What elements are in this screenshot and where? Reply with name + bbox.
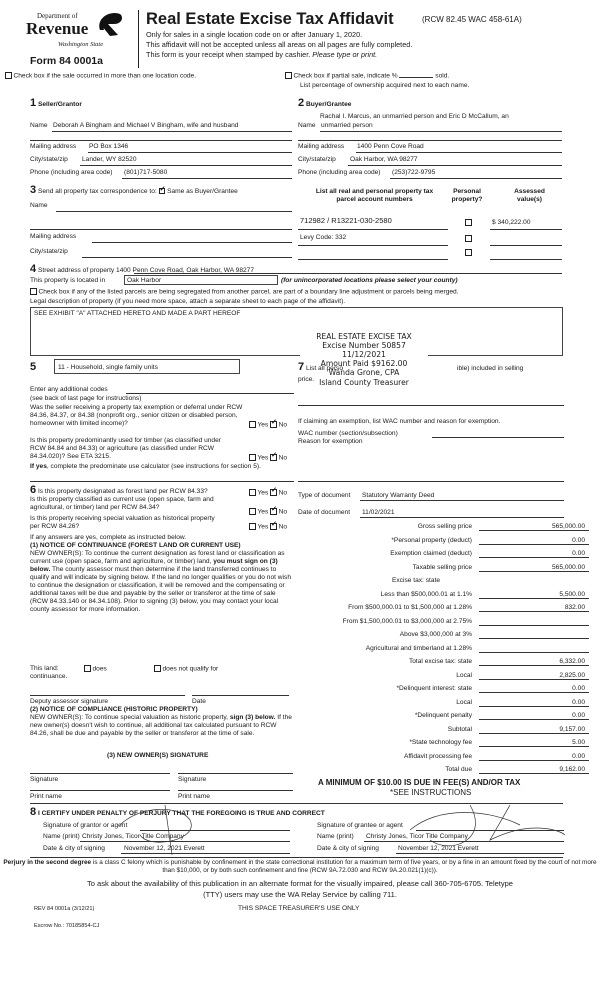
current-use-question: Is this property classified as current use (open space, farm and agricultural, or timber) land per RCW 84.34? <box>30 496 214 512</box>
continuance-text <box>30 550 294 614</box>
no-label: No <box>278 421 288 429</box>
certify-title: I CERTIFY UNDER PENALTY OF PERJURY THAT THE FOREGOING IS TRUE AND CORRECT <box>37 810 325 817</box>
escrow-number: Escrow No.: 70185854-CJ <box>34 923 100 929</box>
buyer-heading <box>298 97 351 110</box>
yes-checkbox[interactable] <box>249 508 256 515</box>
if-yes-text: , complete the predominate use calculator (see instructions for section 5). <box>46 463 261 470</box>
financial-value[interactable]: 0.00 <box>479 685 589 693</box>
buyer-title: Buyer/Grantee <box>305 101 352 108</box>
stamp-line: 11/12/2021 <box>342 350 386 360</box>
seller-mail[interactable]: PO Box 1346 <box>89 143 129 150</box>
financial-row <box>296 591 590 603</box>
financial-row <box>296 564 590 576</box>
financial-value[interactable]: 5.00 <box>479 739 589 747</box>
stamp-line: Amount Paid $9162.00 <box>320 359 408 369</box>
financial-label: From $500,000.01 to $1,500,000 at 1.28% <box>348 604 472 611</box>
parcel-number[interactable]: 712982 / R13221-030-2580 <box>300 216 392 225</box>
land-use-code-select[interactable] <box>54 359 240 374</box>
header-line3b: Please type or print. <box>312 50 378 59</box>
s3-mail-label: Mailing address <box>30 233 77 240</box>
partial-sale-row[interactable] <box>285 72 449 80</box>
see-back-note: (see back of last page for instructions) <box>30 395 142 402</box>
seller-name[interactable]: Deborah A Bingham and Michael V Bingham, wife and husband <box>53 122 239 129</box>
seller-city[interactable]: Lander, WY 82520 <box>82 156 137 163</box>
stamp-line: Island County Treasurer <box>319 377 409 387</box>
parcel-header-line1: List all real and personal property tax <box>315 188 434 195</box>
parcel-row <box>298 233 562 246</box>
financial-label: Affidavit processing fee <box>403 752 472 760</box>
correspondence-label: Send all property tax correspondence to: <box>37 188 157 195</box>
financial-label: Agricultural and timberland at 1.28% <box>365 644 472 652</box>
grantee-signature-label: Signature of grantee or agent <box>317 822 403 829</box>
financial-label: Subtotal <box>447 725 472 733</box>
section-5-number: 5 <box>30 361 37 373</box>
financial-row <box>296 523 590 535</box>
legal-label: Legal description of property (if you need more space, attach a separate sheet to each page of the affidavit). <box>30 298 346 305</box>
stamp-line: Excise Number 50857 <box>322 341 406 351</box>
financial-row <box>296 645 590 657</box>
n1-b: you must sign on (3) below. <box>30 558 278 574</box>
partial-sale-checkbox[interactable] <box>285 72 292 79</box>
section-number: 3 <box>30 184 37 196</box>
financial-row <box>296 699 590 711</box>
no-checkbox[interactable] <box>270 508 277 515</box>
sold-label: sold. <box>435 72 450 80</box>
financial-row <box>296 766 590 778</box>
yes-checkbox[interactable] <box>249 523 256 530</box>
does-label: does <box>92 665 107 673</box>
no-checkbox[interactable] <box>270 489 277 496</box>
ownership-note: List percentage of ownership acquired next to each name. <box>300 82 470 89</box>
section-number: 7 <box>298 361 305 373</box>
date-label: Date <box>192 698 206 705</box>
financial-value[interactable]: 5,500.00 <box>479 591 589 599</box>
header-line3 <box>146 51 377 59</box>
partial-percent-field[interactable] <box>399 77 433 78</box>
parcel-row <box>298 247 562 260</box>
buyer-city-label: City/state/zip <box>298 156 336 163</box>
street-address[interactable]: 1400 Penn Cove Road, Oak Harbor, WA 98277 <box>116 267 254 274</box>
forest-question: Is this property designated as forest land per RCW 84.33? <box>37 488 208 495</box>
section-number: 8 <box>30 806 37 818</box>
date-city-label: Date & city of signing <box>317 845 379 852</box>
correspondence-row <box>30 184 238 197</box>
if-yes-bold: If yes <box>30 463 47 470</box>
financial-value[interactable]: 0.00 <box>479 712 589 720</box>
section-number: 1 <box>30 97 37 109</box>
personal-property-checkbox[interactable] <box>465 235 472 242</box>
perjury-bold: Perjury in the second degree <box>3 859 92 866</box>
seller-heading <box>30 97 82 110</box>
yes-no <box>249 523 287 531</box>
section-7-row <box>298 361 343 374</box>
print-name-label: Print name <box>30 793 62 800</box>
dor-logo-icon <box>94 8 126 38</box>
state-label: Washington State <box>58 41 104 48</box>
compliance-text <box>30 714 294 738</box>
financial-value[interactable]: 9,157.00 <box>479 726 589 734</box>
financial-row <box>296 672 590 684</box>
seller-phone-label: Phone (including area code) <box>30 169 113 176</box>
financial-row <box>296 658 590 670</box>
financial-label: Local <box>456 671 472 679</box>
date-city-label: Date & city of signing <box>43 845 105 852</box>
historic-question: Is this property receiving special valuation as historical property per RCW 84.26? <box>30 515 215 531</box>
assessed-header <box>497 188 562 203</box>
financial-value[interactable]: 565,000.00 <box>479 564 589 572</box>
financial-value[interactable]: 0.00 <box>479 753 589 761</box>
buyer-phone[interactable]: (253)722-9795 <box>392 169 436 176</box>
street-address-label: Street address of property <box>37 267 115 274</box>
treasurer-stamp <box>300 332 428 387</box>
doc-type-label: Type of document <box>298 492 351 499</box>
yes-label: Yes <box>257 489 269 497</box>
does-not-row[interactable] <box>154 665 218 673</box>
grantee-name[interactable]: Christy Jones, Ticor Title Company <box>366 833 468 840</box>
legal-description-box[interactable] <box>30 307 563 356</box>
yes-checkbox[interactable] <box>249 489 256 496</box>
buyer-city[interactable]: Oak Harbor, WA 98277 <box>350 156 418 163</box>
seller-name-label: Name <box>30 122 48 129</box>
financial-row <box>296 685 590 697</box>
grantor-signature-label: Signature of grantor or agent <box>43 822 128 829</box>
buyer-mail[interactable]: 1400 Penn Cove Road <box>357 143 424 150</box>
does-not-checkbox[interactable] <box>154 665 161 672</box>
segregated-checkbox[interactable] <box>30 288 37 295</box>
multi-location-label: Check box if the sale occurred in more than one location code. <box>13 72 197 80</box>
accessibility-line2: (TTY) users may use the WA Relay Service by calling 711. <box>203 890 397 899</box>
yes-no <box>249 508 287 516</box>
section-number: 6 <box>30 484 37 496</box>
financial-row <box>296 739 590 751</box>
buyer-name-line2[interactable]: unmarried person <box>321 122 373 129</box>
no-label: No <box>278 454 288 462</box>
n1-c: The county assessor must then determine if the land transferred continues to qualify and will indicate by signing below. If the land no longer qualifies or you do not wish to continue the designation or classification, it will be removed and the compensating or additional taxes will be due and payable by the seller or transferor at the time of sale (RCW 84.33.140 or 84.34.108). Prior to signing (3) below, you may contact your local county assessor for more information. <box>30 566 291 614</box>
yes-no <box>249 421 287 429</box>
buyer-phone-label: Phone (including area code) <box>298 169 381 176</box>
financial-label: Above $3,000,000 at 3% <box>399 631 472 638</box>
financial-value[interactable] <box>479 618 589 626</box>
exemption-note: If claiming an exemption, list WAC number and reason for exemption. <box>298 418 501 425</box>
timber-question: Is this property predominantly used for timber (as classified under RCW 84.84 and 84.33) or agriculture (as classified under RCW 84.34.020)? See ETA 3215. <box>30 437 221 461</box>
parcel-row <box>298 217 562 230</box>
this-land-label: This land: <box>30 665 59 672</box>
s3-name-label: Name <box>30 202 48 209</box>
parcel-number[interactable]: Levy Code: 332 <box>300 234 347 241</box>
assessed-header-line2: value(s) <box>517 195 542 203</box>
buyer-name-label: Name <box>298 122 316 129</box>
doc-date-label: Date of document <box>298 509 351 516</box>
no-label: No <box>278 508 288 516</box>
yes-label: Yes <box>257 523 269 531</box>
same-as-buyer-label: Same as Buyer/Grantee <box>167 188 238 195</box>
no-label: No <box>278 523 288 531</box>
rev-number: REV 84 0001a (3/12/21) <box>34 906 95 912</box>
no-label: No <box>278 489 288 497</box>
name-print-label: Name (print) <box>43 833 80 840</box>
no-checkbox[interactable] <box>270 523 277 530</box>
revenue-logo-text: Revenue <box>26 19 89 38</box>
yes-no <box>249 454 287 462</box>
land-use-code: 11 - Household, single family units <box>58 364 158 371</box>
stamp-line: REAL ESTATE EXCISE TAX <box>316 332 412 341</box>
no-checkbox[interactable] <box>270 421 277 428</box>
reason-label: Reason for exemption <box>298 438 363 445</box>
n2-b: sign (3) below. <box>229 714 276 721</box>
personal-property-checkbox[interactable] <box>465 219 472 226</box>
section-number: 4 <box>30 263 37 275</box>
yes-label: Yes <box>257 454 269 462</box>
forest-question-row <box>30 484 208 497</box>
multi-location-checkbox-row[interactable] <box>5 72 196 80</box>
header-line3a: This form is your receipt when stamped by cashier. <box>146 50 311 59</box>
deputy-signature-label: Deputy assessor signature <box>30 698 109 705</box>
section-number: 2 <box>298 97 305 109</box>
personal-header-line1: Personal <box>453 188 481 195</box>
buyer-mail-label: Mailing address <box>298 143 345 150</box>
parcel-header <box>302 188 447 203</box>
seller-phone[interactable]: (801)717-5080 <box>124 169 168 176</box>
parcel-header-line2: parcel account numbers <box>336 195 413 203</box>
s7-text-c: price. <box>298 376 315 383</box>
financial-label: Less than $500,000.01 at 1.1% <box>380 590 472 598</box>
partial-sale-label: Check box if partial sale, indicate % <box>293 72 398 80</box>
n1-a: NEW OWNER(S): To continue the current designation as forest land or classification as current use (open space, farm and agriculture, or timber) land, <box>30 550 285 566</box>
header-line2: This affidavit will not be accepted unless all areas on all pages are fully completed. <box>146 40 413 49</box>
s7-text-b: ible) included in selling <box>457 365 524 372</box>
seller-city-label: City/state/zip <box>30 156 68 163</box>
financial-value[interactable]: 832.00 <box>479 604 589 612</box>
financial-label: Exemption claimed (deduct) <box>390 550 472 557</box>
financial-value[interactable]: 0.00 <box>479 550 589 558</box>
financial-value[interactable]: 6,332.00 <box>479 658 589 666</box>
financial-label: *Delinquent interest: state <box>396 685 472 692</box>
header-line1: Only for sales in a single location code on or after January 1, 2020. <box>146 30 363 39</box>
does-not-label: does not qualify for <box>162 665 219 673</box>
does-checkbox[interactable] <box>84 665 91 672</box>
financial-row <box>296 537 590 549</box>
financial-row <box>296 631 590 643</box>
continuance-title: (1) NOTICE OF CONTINUANCE (FOREST LAND OR CURRENT USE) <box>30 542 241 549</box>
financial-label: Taxable selling price <box>412 563 472 571</box>
financial-value[interactable]: 0.00 <box>479 537 589 545</box>
grantor-date[interactable]: November 12, 2021 Everett <box>124 845 205 852</box>
form-number: Form 84 0001a <box>30 55 103 67</box>
personal-header <box>447 188 487 203</box>
financial-value[interactable]: 565,000.00 <box>479 523 589 531</box>
does-row[interactable] <box>84 665 107 673</box>
continuance-label: continuance. <box>30 673 68 680</box>
additional-codes-label: Enter any additional codes <box>30 386 108 393</box>
signature-scribble-icon <box>110 800 570 860</box>
yes-label: Yes <box>257 508 269 516</box>
personal-header-line2: property? <box>451 195 483 203</box>
grantee-date[interactable]: November 12, 2021 Everett <box>398 845 479 852</box>
financial-value[interactable] <box>479 645 589 653</box>
yes-label: Yes <box>257 421 269 429</box>
segregated-label: Check box if any of the listed parcels are being segregated from another parcel, are part of a boundary line adjustment or parcels being merged. <box>38 288 459 296</box>
located-label: This property is located in <box>30 277 106 284</box>
financial-label: Local <box>456 698 472 706</box>
treasurer-use-only: THIS SPACE TREASURER'S USE ONLY <box>238 905 360 912</box>
located-value: Oak Harbor <box>127 277 162 284</box>
accessibility-line1: To ask about the availability of this publication in an alternate format for the visually impaired, please call 360-705-6705. Teletype <box>87 879 513 888</box>
n2-a: NEW OWNER(S): To continue special valuation as historic property, <box>30 714 230 721</box>
financial-label: *Delinquent penalty <box>414 712 472 719</box>
financial-row <box>296 726 590 738</box>
dept-label: Department of <box>37 12 78 20</box>
segregated-row[interactable] <box>30 288 459 296</box>
financial-label: Gross selling price <box>417 523 472 530</box>
grantor-name[interactable]: Christy Jones, Ticor Title Company <box>82 833 184 840</box>
perjury-text: is a class C felony which is punishable by confinement in the state correctional institution for a maximum term of five years, or by a fine in an amount fixed by the court of not more than $10,000, or by both such confinement and fine (RCW 9A.72.030 and RCW 9A.20.021(1)(c)). <box>91 859 597 874</box>
seller-title: Seller/Grantor <box>37 101 82 108</box>
located-select[interactable] <box>124 275 278 285</box>
compliance-title: (2) NOTICE OF COMPLIANCE (HISTORIC PROPERTY) <box>30 706 198 713</box>
financial-row <box>296 753 590 765</box>
s3-city-label: City/state/zip <box>30 248 68 255</box>
stamp-line: Wanda Grone, CPA <box>328 368 400 378</box>
exemption-question: Was the seller receiving a property tax exemption or deferral under RCW 84.36, 84.37, or 84.38 (nonprofit org., senior citizen or disabled person, homeowner with limited income)? <box>30 404 243 428</box>
financial-label: Total excise tax: state <box>408 658 472 665</box>
financial-label: *Personal property (deduct) <box>391 536 472 544</box>
header-divider <box>138 10 139 68</box>
rcw-ref: (RCW 82.45 WAC 458-61A) <box>422 15 522 24</box>
unincorporated-note: (for unincorporated locations please select your county) <box>281 277 458 284</box>
print-name-label: Print name <box>178 793 210 800</box>
see-instructions: *SEE INSTRUCTIONS <box>390 788 472 797</box>
financial-value[interactable]: 9,162.00 <box>479 766 589 774</box>
financial-value[interactable]: 2,825.00 <box>479 672 589 680</box>
s7-text-a: List all perso <box>305 365 343 372</box>
perjury-notice <box>3 859 597 875</box>
signature-label: Signature <box>178 776 207 783</box>
financial-label: *State technology fee <box>409 739 472 746</box>
yes-no <box>249 489 287 497</box>
n2-c: If the new owner(s) doesn't wish to continue, all additional tax calculated pursuant to RCW 84.26, shall be due and payable by the seller or transferor at the time of sale. <box>30 714 292 738</box>
seller-mail-label: Mailing address <box>30 143 77 150</box>
if-any-note: If any answers are yes, complete as instructed below. <box>30 534 187 541</box>
doc-date[interactable]: 11/02/2021 <box>362 509 395 516</box>
doc-type[interactable]: Statutory Warranty Deed <box>362 492 435 499</box>
yes-checkbox[interactable] <box>249 421 256 428</box>
financial-label: Total due <box>445 766 472 773</box>
financial-value[interactable]: 0.00 <box>479 699 589 707</box>
buyer-name-line1[interactable]: Rachal I. Marcus, an unmarried person and Eric D McCallum, an <box>320 113 509 120</box>
personal-property-checkbox[interactable] <box>465 249 472 256</box>
page-title: Real Estate Excise Tax Affidavit <box>146 10 394 28</box>
wac-label: WAC number (section/subsection) <box>298 430 398 437</box>
financial-label: From $1,500,000.01 to $3,000,000 at 2.75% <box>342 617 472 625</box>
financial-row <box>296 550 590 562</box>
legal-description: SEE EXHIBIT "A" ATTACHED HERETO AND MADE A PART HEREOF <box>34 310 241 317</box>
yes-checkbox[interactable] <box>249 454 256 461</box>
signature-label: Signature <box>30 776 59 783</box>
financial-row <box>296 618 590 630</box>
assessed-value[interactable]: $ 340,222.00 <box>492 219 531 226</box>
financial-row <box>296 712 590 724</box>
same-as-buyer-checkbox[interactable] <box>159 188 166 195</box>
assessed-header-line1: Assessed <box>514 188 545 195</box>
financial-row <box>296 577 590 589</box>
if-yes-note <box>30 463 280 471</box>
minimum-notice: A MINIMUM OF $10.00 IS DUE IN FEE(S) AND/OR TAX <box>318 778 521 787</box>
no-checkbox[interactable] <box>270 454 277 461</box>
financial-label: Excise tax: state <box>391 577 440 584</box>
new-owner-signature-title: (3) NEW OWNER(S) SIGNATURE <box>107 752 209 759</box>
financial-row <box>296 604 590 616</box>
financial-value[interactable] <box>479 631 589 639</box>
multi-location-checkbox[interactable] <box>5 72 12 79</box>
name-print-label: Name (print) <box>317 833 354 840</box>
